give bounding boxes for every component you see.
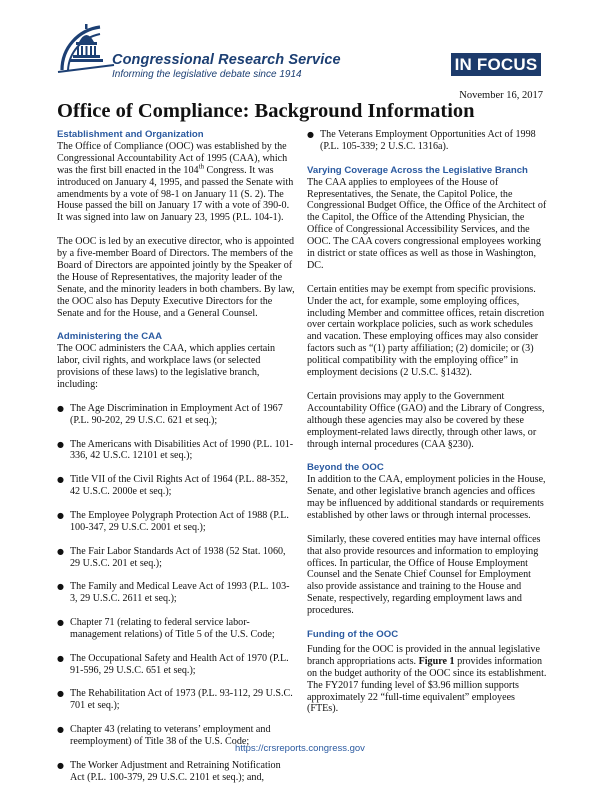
establishment-paragraph-2: The OOC is led by an executive director, who is appointed by a five-member Board of Directors. The members of the Board of Directors are appointed jointly by the Speaker of the House of Representatives, the majority leader of the Senate, and the minority leaders in both chambers. By law, the OOC also has Deputy Executive Directors for the Senate and for the House, and a General Counsel. bbox=[57, 236, 295, 319]
bullet-icon: ● bbox=[57, 439, 64, 449]
establishment-text-cont: Congress. It was introduced on January 4, 1995, and passed the Senate with amendments by a vote of 98-1 on January 11 (S. 2). The House passed the bill on January 17 with a vote of 390-0. It was signed into law on January 23, 1995 (P.L. 104-1). bbox=[57, 164, 294, 224]
list-item bbox=[57, 474, 295, 498]
bullet-icon: ● bbox=[57, 403, 64, 413]
list-item-text: Chapter 71 (relating to federal service labor-management relations) of Title 5 of the U.S. Code; bbox=[70, 617, 275, 640]
left-column bbox=[57, 129, 295, 796]
section-heading-administering: Administering the CAA bbox=[57, 331, 163, 343]
list-item-text: The Fair Labor Standards Act of 1938 (52 Stat. 1060, 29 U.S.C. 201 et seq.); bbox=[70, 545, 286, 569]
list-item bbox=[57, 653, 295, 677]
section-heading-beyond: Beyond the OOC bbox=[307, 462, 384, 474]
list-item-text: The Americans with Disabilities Act of 1990 (P.L. 101-336, 42 U.S.C. 12101 et seq.); bbox=[70, 438, 294, 462]
bullet-icon: ● bbox=[57, 760, 64, 770]
bullet-icon: ● bbox=[57, 546, 64, 556]
capitol-dome-logo-icon bbox=[56, 18, 116, 76]
list-item bbox=[57, 439, 295, 463]
list-item-text: The Veterans Employment Opportunities Act of 1998 (P.L. 105-339; 2 U.S.C. 1316a). bbox=[320, 129, 536, 152]
footer-url[interactable]: https://crsreports.congress.gov bbox=[235, 743, 365, 754]
list-item-text: The Rehabilitation Act of 1973 (P.L. 93-112, 29 U.S.C. 701 et seq.); bbox=[70, 688, 293, 712]
list-item bbox=[57, 581, 295, 605]
varying-paragraph-3: Certain provisions may apply to the Government Accountability Office (GAO) and the Library of Congress, although these agencies may also be covered by these employment-related laws directly, through other laws, or through internal procedures (CAA §230). bbox=[307, 390, 545, 450]
list-item-text: Chapter 43 (relating to veterans’ employment and reemployment) of Title 38 of the U.S. Code; bbox=[70, 724, 271, 748]
list-item-text: The Family and Medical Leave Act of 1993 (P.L. 103-3, 29 U.S.C. 2611 et seq.); bbox=[70, 581, 290, 605]
bullet-icon: ● bbox=[57, 475, 64, 485]
establishment-paragraph-1 bbox=[57, 141, 295, 224]
funding-text: Funding for the OOC is provided in the annual legislative branch appropriations acts. bbox=[307, 643, 540, 667]
bullet-icon: ● bbox=[307, 130, 314, 139]
list-item-text: The Worker Adjustment and Retraining Notification Act (P.L. 100-379, 29 U.S.C. 2101 et seq.); and, bbox=[70, 759, 281, 783]
funding-text-cont: provides information on the budget authority of the OOC since its establishment. The FY2017 funding level of $3.96 million supports approximately 22 “full-time equivalent” employees (FTEs). bbox=[307, 655, 547, 715]
org-tagline: Informing the legislative debate since 1914 bbox=[112, 69, 302, 80]
list-item bbox=[57, 510, 295, 534]
bullet-icon: ● bbox=[57, 725, 64, 735]
ordinal-superscript: th bbox=[198, 162, 205, 171]
right-column bbox=[307, 129, 547, 727]
bullet-icon: ● bbox=[57, 582, 64, 592]
list-item bbox=[57, 688, 295, 712]
report-header bbox=[0, 0, 600, 101]
report-date: November 16, 2017 bbox=[459, 90, 543, 101]
section-heading-varying-coverage: Varying Coverage Across the Legislative Branch bbox=[307, 164, 528, 176]
list-item bbox=[307, 129, 547, 153]
funding-paragraph-1 bbox=[307, 644, 547, 715]
list-item bbox=[57, 760, 295, 784]
covered-laws-list-continued bbox=[307, 129, 547, 153]
list-item bbox=[57, 617, 295, 641]
list-item bbox=[57, 403, 295, 427]
establishment-text: The Office of Compliance (OOC) was established by the Congressional Accountability Act of 1995 (CAA), which was the first bill enacted in the 104 bbox=[57, 140, 288, 176]
section-heading-establishment: Establishment and Organization bbox=[57, 129, 204, 140]
org-name: Congressional Research Service bbox=[112, 52, 341, 68]
list-item-text: The Employee Polygraph Protection Act of 1988 (P.L. 100-347, 29 U.S.C. 2001 et seq.); bbox=[70, 509, 289, 533]
page-title: Office of Compliance: Background Information bbox=[57, 100, 475, 122]
varying-paragraph-1: The CAA applies to employees of the House of Representatives, the Senate, the Capitol Police, the Congressional Budget Office, the Office of the Architect of the Capitol, the Office of the Attending Physician, the Office of Congressional Accessibility Services, and the OOC. The CAA covers congressional employees working in district or state offices as well as those in Washington, DC. bbox=[307, 176, 547, 271]
varying-paragraph-2: Certain entities may be exempt from specific provisions. Under the act, for example, some employing offices, including Member and committee offices, retain discretion over certain workplace policies, such as work schedules and vacation. These employing offices may also consider factors such as “(1) party affiliation; (2) domicile; or (3) political compatibility with the employing office” in employment decisions (2 U.S.C. §1432). bbox=[307, 283, 545, 379]
list-item bbox=[57, 546, 295, 570]
bullet-icon: ● bbox=[57, 618, 64, 628]
list-item-text: The Age Discrimination in Employment Act of 1967 (P.L. 90-202, 29 U.S.C. 621 et seq.); bbox=[70, 402, 283, 426]
bullet-icon: ● bbox=[57, 510, 64, 520]
covered-laws-list bbox=[57, 403, 295, 784]
figure-reference: Figure 1 bbox=[418, 655, 455, 667]
administering-intro: The OOC administers the CAA, which applies certain labor, civil rights, and workplace laws (or selected provisions of these laws) to the legislative branch, including: bbox=[57, 343, 276, 390]
beyond-paragraph-2: Similarly, these covered entities may have internal offices that also provide resources and information to employing offices. In particular, the Office of House Employment Counsel and the Senate Chief Counsel for Employment also provide assistance and training to the House and Senate, respectively, regarding employment laws and procedures. bbox=[307, 533, 541, 617]
list-item-text: Title VII of the Civil Rights Act of 1964 (P.L. 88-352, 42 U.S.C. 2000e et seq.); bbox=[70, 474, 288, 498]
list-item-text: The Occupational Safety and Health Act of 1970 (P.L. 91-596, 29 U.S.C. 651 et seq.); bbox=[70, 652, 289, 676]
section-heading-funding: Funding of the OOC bbox=[307, 628, 399, 640]
beyond-paragraph-1: In addition to the CAA, employment policies in the House, Senate, and other legislative branch agencies and offices may be influenced by additional standards or requirements established by other laws or through internal processes. bbox=[307, 474, 546, 521]
bullet-icon: ● bbox=[57, 689, 64, 699]
in-focus-badge: IN FOCUS bbox=[451, 53, 541, 76]
bullet-icon: ● bbox=[57, 653, 64, 663]
